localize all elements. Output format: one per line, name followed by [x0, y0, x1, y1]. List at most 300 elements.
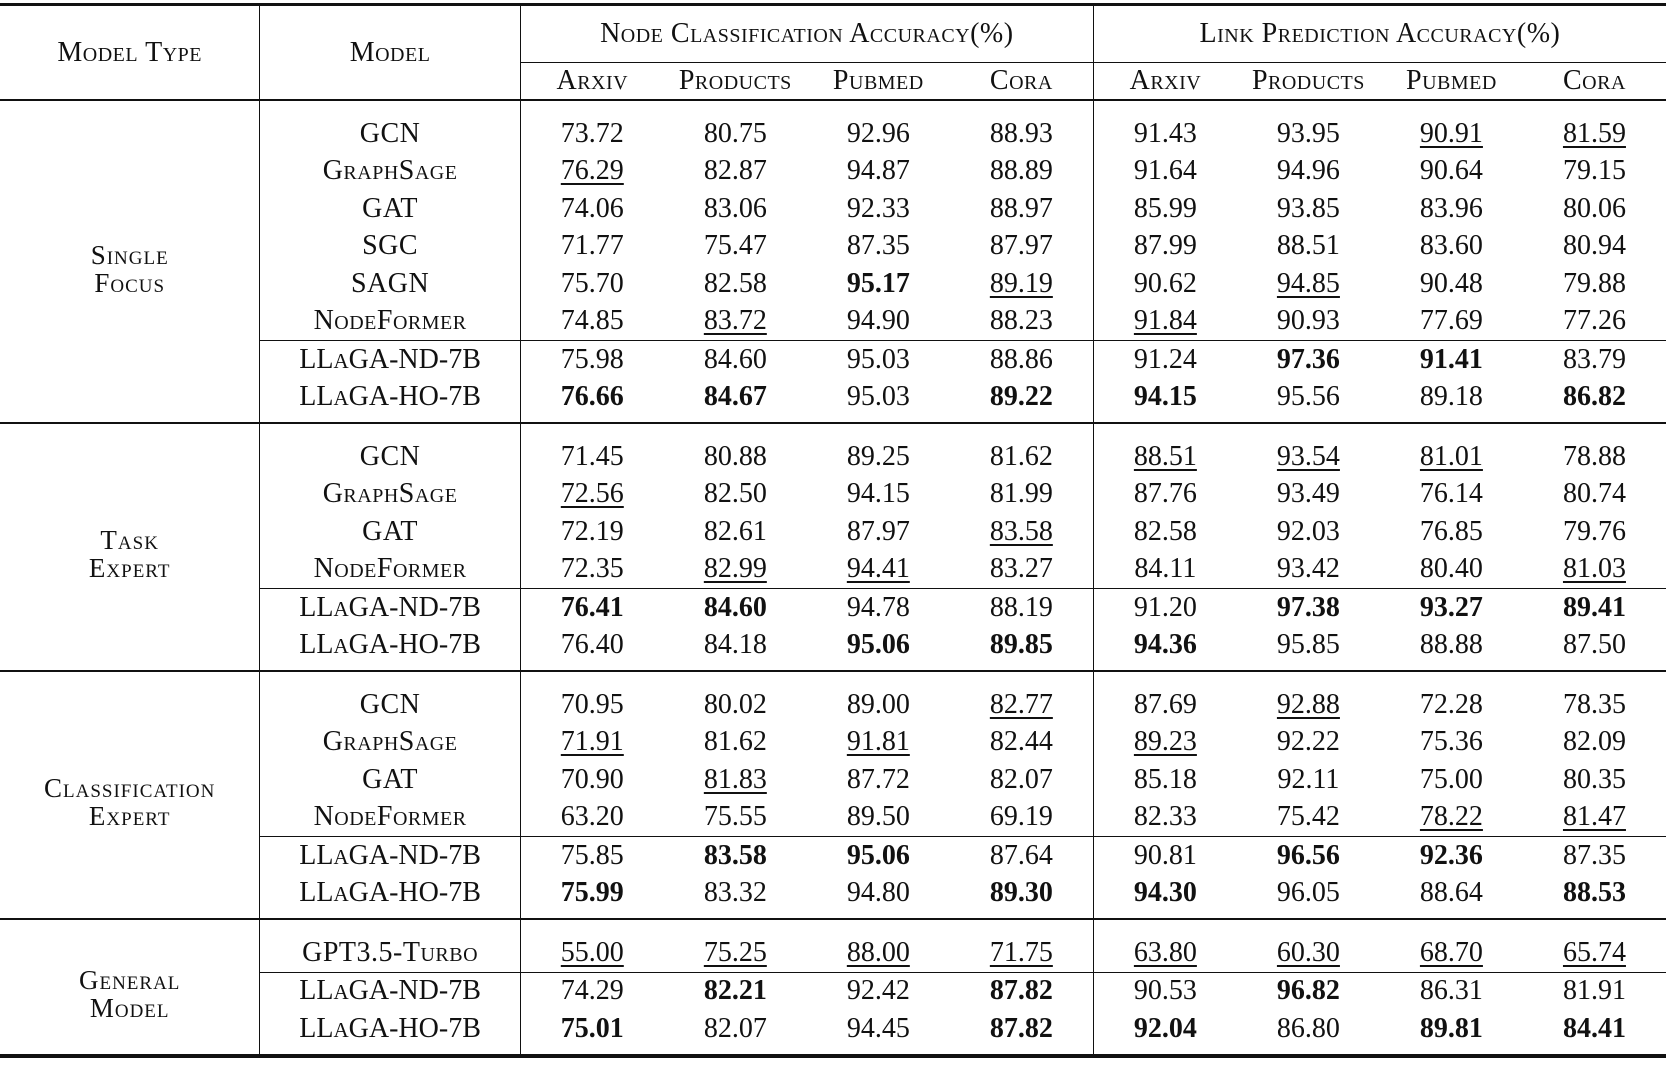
- model-name-cell: GraphSage: [260, 724, 520, 762]
- value-cell: [1093, 972, 1237, 1010]
- value-cell: [1093, 153, 1237, 191]
- value-cell: [950, 589, 1094, 627]
- value-cell: [1093, 341, 1237, 379]
- value-cell: [950, 875, 1094, 920]
- value: 91.24: [1133, 343, 1197, 375]
- value-cell: [1093, 837, 1237, 875]
- value-cell: [1093, 379, 1237, 424]
- value-cell: [950, 919, 1094, 972]
- best-value: 97.38: [1276, 591, 1340, 623]
- value: 94.96: [1276, 155, 1340, 187]
- best-value: 96.56: [1276, 839, 1340, 871]
- model-name-cell: GCN: [260, 423, 520, 476]
- value: 88.64: [1419, 877, 1483, 909]
- value-cell: [1093, 423, 1237, 476]
- value-cell: [520, 190, 664, 228]
- value: 95.03: [846, 381, 910, 413]
- best-baseline-value: 88.00: [846, 936, 910, 968]
- value: 82.87: [703, 155, 767, 187]
- value-cell: [1237, 1010, 1380, 1056]
- value-cell: [1380, 265, 1523, 303]
- best-value: 89.30: [989, 877, 1053, 909]
- value-cell: [664, 671, 807, 724]
- model-name-cell: LLAGA-HO-7B: [260, 627, 520, 672]
- best-value: 84.41: [1562, 1012, 1626, 1044]
- best-baseline-value: 78.22: [1419, 801, 1483, 833]
- best-baseline-value: 63.80: [1133, 936, 1197, 968]
- value: 94.15: [846, 478, 910, 510]
- model-type-line2: Focus: [94, 267, 166, 298]
- value: 90.62: [1133, 267, 1197, 299]
- value-cell: [950, 1010, 1094, 1056]
- best-value: 86.82: [1562, 381, 1626, 413]
- model-name-cell: NodeFormer: [260, 551, 520, 589]
- value: 75.98: [560, 343, 624, 375]
- value-cell: [1380, 875, 1523, 920]
- value-cell: [1237, 671, 1380, 724]
- value-cell: [1523, 875, 1666, 920]
- value-cell: [1237, 799, 1380, 837]
- best-baseline-value: 82.77: [989, 688, 1053, 720]
- value-cell: [807, 875, 950, 920]
- value-cell: [807, 724, 950, 762]
- value-cell: [1093, 875, 1237, 920]
- value-cell: [950, 379, 1094, 424]
- best-value: 91.41: [1419, 343, 1483, 375]
- header-dataset-products-node: Products: [678, 65, 792, 96]
- value: 79.15: [1562, 155, 1626, 187]
- model-name-cell: LLAGA-HO-7B: [260, 875, 520, 920]
- value: 71.45: [560, 440, 624, 472]
- value: 73.72: [560, 117, 624, 149]
- value-cell: [664, 190, 807, 228]
- best-baseline-value: 81.47: [1562, 801, 1626, 833]
- value-cell: [1523, 589, 1666, 627]
- value: 82.44: [989, 726, 1053, 758]
- value-cell: [950, 627, 1094, 672]
- value: 84.11: [1134, 553, 1197, 585]
- value: 80.35: [1562, 763, 1626, 795]
- value: 89.00: [846, 688, 910, 720]
- best-value: 75.01: [560, 1012, 624, 1044]
- value: 70.95: [560, 688, 624, 720]
- value-cell: [1237, 379, 1380, 424]
- value: 79.88: [1562, 267, 1626, 299]
- value: 92.96: [846, 117, 910, 149]
- value-cell: [1380, 671, 1523, 724]
- value: 70.90: [560, 763, 624, 795]
- value: 83.96: [1419, 192, 1483, 224]
- value: 93.95: [1276, 117, 1340, 149]
- value-cell: [950, 724, 1094, 762]
- value-cell: [950, 671, 1094, 724]
- value-cell: [807, 972, 950, 1010]
- value: 74.29: [560, 975, 624, 1007]
- value: 94.87: [846, 155, 910, 187]
- model-name-cell: LLAGA-ND-7B: [260, 837, 520, 875]
- value: 87.50: [1562, 629, 1626, 661]
- value: 94.90: [846, 305, 910, 337]
- value: 88.89: [989, 155, 1053, 187]
- best-baseline-value: 71.91: [560, 726, 624, 758]
- model-type-line1: Classification: [44, 773, 216, 803]
- model-name-cell: LLAGA-ND-7B: [260, 341, 520, 379]
- best-baseline-value: 81.83: [703, 763, 767, 795]
- value-cell: [520, 919, 664, 972]
- value-cell: [807, 761, 950, 799]
- value-cell: [664, 1010, 807, 1056]
- value-cell: [664, 972, 807, 1010]
- header-node-classification: Node Classification Accuracy(%): [520, 5, 1093, 63]
- table-row: [0, 919, 1666, 972]
- value-cell: [807, 919, 950, 972]
- value: 72.28: [1419, 688, 1483, 720]
- value-cell: [950, 153, 1094, 191]
- value: 92.42: [846, 975, 910, 1007]
- value: 80.94: [1562, 230, 1626, 262]
- value-cell: [664, 379, 807, 424]
- value: 92.33: [846, 192, 910, 224]
- model-name-cell: NodeFormer: [260, 799, 520, 837]
- value-cell: [1380, 379, 1523, 424]
- value-cell: [1523, 551, 1666, 589]
- value-cell: [1093, 551, 1237, 589]
- value-cell: [1237, 303, 1380, 341]
- value-cell: [1380, 799, 1523, 837]
- value-cell: [1237, 627, 1380, 672]
- value-cell: [1380, 761, 1523, 799]
- value: 82.07: [989, 763, 1053, 795]
- value: 88.88: [1419, 629, 1483, 661]
- value-cell: [950, 476, 1094, 514]
- value: 77.69: [1419, 305, 1483, 337]
- value: 90.93: [1276, 305, 1340, 337]
- best-value: 97.36: [1276, 343, 1340, 375]
- header-link-prediction: Link Prediction Accuracy(%): [1093, 5, 1666, 63]
- value-cell: [664, 589, 807, 627]
- value-cell: [1380, 919, 1523, 972]
- model-type-cell: [0, 100, 260, 423]
- value-cell: [1237, 423, 1380, 476]
- best-value: 83.58: [703, 839, 767, 871]
- best-value: 88.53: [1562, 877, 1626, 909]
- value: 93.85: [1276, 192, 1340, 224]
- value-cell: [1523, 761, 1666, 799]
- value: 94.80: [846, 877, 910, 909]
- value-cell: [807, 551, 950, 589]
- value-cell: [1237, 513, 1380, 551]
- value-cell: [1523, 190, 1666, 228]
- best-baseline-value: 83.72: [703, 305, 767, 337]
- value-cell: [520, 837, 664, 875]
- value-cell: [807, 423, 950, 476]
- value-cell: [520, 972, 664, 1010]
- value: 85.18: [1133, 763, 1197, 795]
- value-cell: [807, 799, 950, 837]
- value: 82.50: [703, 478, 767, 510]
- value-cell: [1237, 837, 1380, 875]
- value-cell: [1380, 1010, 1523, 1056]
- value: 95.56: [1276, 381, 1340, 413]
- value-cell: [520, 423, 664, 476]
- best-baseline-value: 81.59: [1562, 117, 1626, 149]
- value-cell: [1380, 341, 1523, 379]
- best-baseline-value: 94.85: [1276, 267, 1340, 299]
- value-cell: [520, 724, 664, 762]
- value-cell: [520, 551, 664, 589]
- value: 84.60: [703, 343, 767, 375]
- value-cell: [1523, 972, 1666, 1010]
- value-cell: [1093, 513, 1237, 551]
- value: 91.20: [1133, 591, 1197, 623]
- best-baseline-value: 89.19: [989, 267, 1053, 299]
- value: 80.06: [1562, 192, 1626, 224]
- value-cell: [664, 919, 807, 972]
- value-cell: [950, 551, 1094, 589]
- value-cell: [950, 513, 1094, 551]
- header-dataset-cora-node: Cora: [989, 65, 1053, 96]
- value: 81.99: [989, 478, 1053, 510]
- value: 78.35: [1562, 688, 1626, 720]
- value: 92.11: [1277, 763, 1340, 795]
- value: 96.05: [1276, 877, 1340, 909]
- value-cell: [1523, 513, 1666, 551]
- value-cell: [1380, 837, 1523, 875]
- value: 92.03: [1276, 515, 1340, 547]
- model-name-cell: GAT: [260, 190, 520, 228]
- value-cell: [664, 875, 807, 920]
- results-table: [0, 3, 1666, 1058]
- value: 87.35: [1562, 839, 1626, 871]
- value-cell: [1093, 265, 1237, 303]
- value: 89.50: [846, 801, 910, 833]
- value-cell: [520, 799, 664, 837]
- value-cell: [664, 761, 807, 799]
- value-cell: [1380, 513, 1523, 551]
- value-cell: [807, 671, 950, 724]
- value: 74.85: [560, 305, 624, 337]
- header-dataset-cora-link: Cora: [1563, 65, 1626, 96]
- table-row: [0, 671, 1666, 724]
- value-cell: [807, 589, 950, 627]
- model-name-cell: GCN: [260, 100, 520, 153]
- value: 94.78: [846, 591, 910, 623]
- value: 93.49: [1276, 478, 1340, 510]
- best-value: 93.27: [1419, 591, 1483, 623]
- value-cell: [664, 837, 807, 875]
- value-cell: [1093, 671, 1237, 724]
- value-cell: [807, 190, 950, 228]
- value-cell: [1523, 627, 1666, 672]
- model-type-line2: Expert: [88, 553, 171, 583]
- value-cell: [1380, 627, 1523, 672]
- value-cell: [1093, 799, 1237, 837]
- value: 93.42: [1276, 553, 1340, 585]
- value: 82.58: [1133, 515, 1197, 547]
- model-name-cell: GraphSage: [260, 476, 520, 514]
- best-baseline-value: 81.01: [1419, 440, 1483, 472]
- value-cell: [1237, 190, 1380, 228]
- value: 88.97: [989, 192, 1053, 224]
- value: 87.97: [846, 515, 910, 547]
- value-cell: [1380, 724, 1523, 762]
- best-baseline-value: 83.58: [989, 515, 1053, 547]
- value-cell: [807, 265, 950, 303]
- model-name-cell: LLAGA-ND-7B: [260, 589, 520, 627]
- value: 82.33: [1133, 801, 1197, 833]
- value: 75.85: [560, 839, 624, 871]
- best-value: 87.82: [989, 975, 1053, 1007]
- value: 85.99: [1133, 192, 1197, 224]
- best-baseline-value: 90.91: [1419, 117, 1483, 149]
- best-value: 96.82: [1276, 975, 1340, 1007]
- model-type-cell: [0, 919, 260, 1056]
- best-value: 95.06: [846, 839, 910, 871]
- best-baseline-value: 91.84: [1133, 305, 1197, 337]
- best-value: 89.41: [1562, 591, 1626, 623]
- value-cell: [1380, 589, 1523, 627]
- value-cell: [950, 837, 1094, 875]
- value-cell: [520, 265, 664, 303]
- value-cell: [1523, 476, 1666, 514]
- value-cell: [664, 341, 807, 379]
- value-cell: [807, 837, 950, 875]
- best-baseline-value: 71.75: [989, 936, 1053, 968]
- value-cell: [1523, 423, 1666, 476]
- value: 76.14: [1419, 478, 1483, 510]
- value-cell: [664, 513, 807, 551]
- value-cell: [1093, 1010, 1237, 1056]
- best-value: 89.85: [989, 629, 1053, 661]
- value: 87.35: [846, 230, 910, 262]
- best-value: 87.82: [989, 1012, 1053, 1044]
- best-value: 84.67: [703, 381, 767, 413]
- value: 91.64: [1133, 155, 1197, 187]
- best-value: 75.99: [560, 877, 624, 909]
- value: 78.88: [1562, 440, 1626, 472]
- value: 87.99: [1133, 230, 1197, 262]
- value: 89.25: [846, 440, 910, 472]
- value-cell: [664, 799, 807, 837]
- value-cell: [1093, 724, 1237, 762]
- model-name-cell: NodeFormer: [260, 303, 520, 341]
- value-cell: [950, 799, 1094, 837]
- value-cell: [807, 513, 950, 551]
- value: 95.03: [846, 343, 910, 375]
- best-value: 76.66: [560, 381, 624, 413]
- table-header: [0, 5, 1666, 101]
- value-cell: [1237, 228, 1380, 266]
- best-baseline-value: 89.23: [1133, 726, 1197, 758]
- value-cell: [520, 589, 664, 627]
- value-cell: [664, 153, 807, 191]
- value-cell: [1093, 303, 1237, 341]
- value-cell: [1523, 303, 1666, 341]
- value: 87.76: [1133, 478, 1197, 510]
- value-cell: [1523, 341, 1666, 379]
- best-value: 95.17: [846, 267, 910, 299]
- value: 75.55: [703, 801, 767, 833]
- model-name-cell: GraphSage: [260, 153, 520, 191]
- value-cell: [1093, 919, 1237, 972]
- best-baseline-value: 72.56: [560, 478, 624, 510]
- value-cell: [1237, 761, 1380, 799]
- value: 94.45: [846, 1012, 910, 1044]
- value: 63.20: [560, 801, 624, 833]
- value-cell: [807, 476, 950, 514]
- value-cell: [1093, 190, 1237, 228]
- value: 83.06: [703, 192, 767, 224]
- value-cell: [1380, 153, 1523, 191]
- value-cell: [1093, 228, 1237, 266]
- value-cell: [520, 341, 664, 379]
- value-cell: [807, 228, 950, 266]
- value-cell: [950, 303, 1094, 341]
- value-cell: [807, 1010, 950, 1056]
- model-name-cell: LLAGA-ND-7B: [260, 972, 520, 1010]
- value: 82.58: [703, 267, 767, 299]
- model-type-line1: General: [78, 964, 181, 995]
- value-cell: [807, 153, 950, 191]
- best-baseline-value: 75.25: [703, 936, 767, 968]
- value-cell: [807, 379, 950, 424]
- best-baseline-value: 81.03: [1562, 553, 1626, 585]
- value: 72.35: [560, 553, 624, 585]
- value-cell: [1380, 303, 1523, 341]
- value-cell: [1380, 100, 1523, 153]
- value-cell: [520, 476, 664, 514]
- model-type-line2: Expert: [88, 801, 171, 831]
- value: 81.91: [1562, 975, 1626, 1007]
- value-cell: [1523, 671, 1666, 724]
- value: 80.88: [703, 440, 767, 472]
- value: 87.72: [846, 763, 910, 795]
- header-model-type: Model Type: [57, 36, 202, 68]
- best-value: 76.41: [560, 591, 624, 623]
- table-row: [0, 423, 1666, 476]
- value: 81.62: [703, 726, 767, 758]
- value-cell: [1237, 875, 1380, 920]
- table-body: [0, 100, 1666, 1056]
- value: 83.32: [703, 877, 767, 909]
- value-cell: [1237, 919, 1380, 972]
- header-model: Model: [260, 5, 520, 101]
- model-name-cell: GAT: [260, 513, 520, 551]
- value: 90.81: [1133, 839, 1197, 871]
- value: 75.70: [560, 267, 624, 299]
- best-baseline-value: 91.81: [846, 726, 910, 758]
- best-value: 92.04: [1133, 1012, 1197, 1044]
- value-cell: [1237, 341, 1380, 379]
- value-cell: [1523, 837, 1666, 875]
- best-baseline-value: 82.99: [703, 553, 767, 585]
- value-cell: [520, 875, 664, 920]
- best-baseline-value: 88.51: [1133, 440, 1197, 472]
- value: 83.79: [1562, 343, 1626, 375]
- value-cell: [520, 1010, 664, 1056]
- best-baseline-value: 55.00: [560, 936, 624, 968]
- value-cell: [950, 265, 1094, 303]
- value-cell: [520, 100, 664, 153]
- best-baseline-value: 68.70: [1419, 936, 1483, 968]
- value: 90.48: [1419, 267, 1483, 299]
- value-cell: [1093, 589, 1237, 627]
- best-value: 94.15: [1133, 381, 1197, 413]
- value-cell: [950, 761, 1094, 799]
- value: 71.77: [560, 230, 624, 262]
- value: 88.19: [989, 591, 1053, 623]
- value: 90.64: [1419, 155, 1483, 187]
